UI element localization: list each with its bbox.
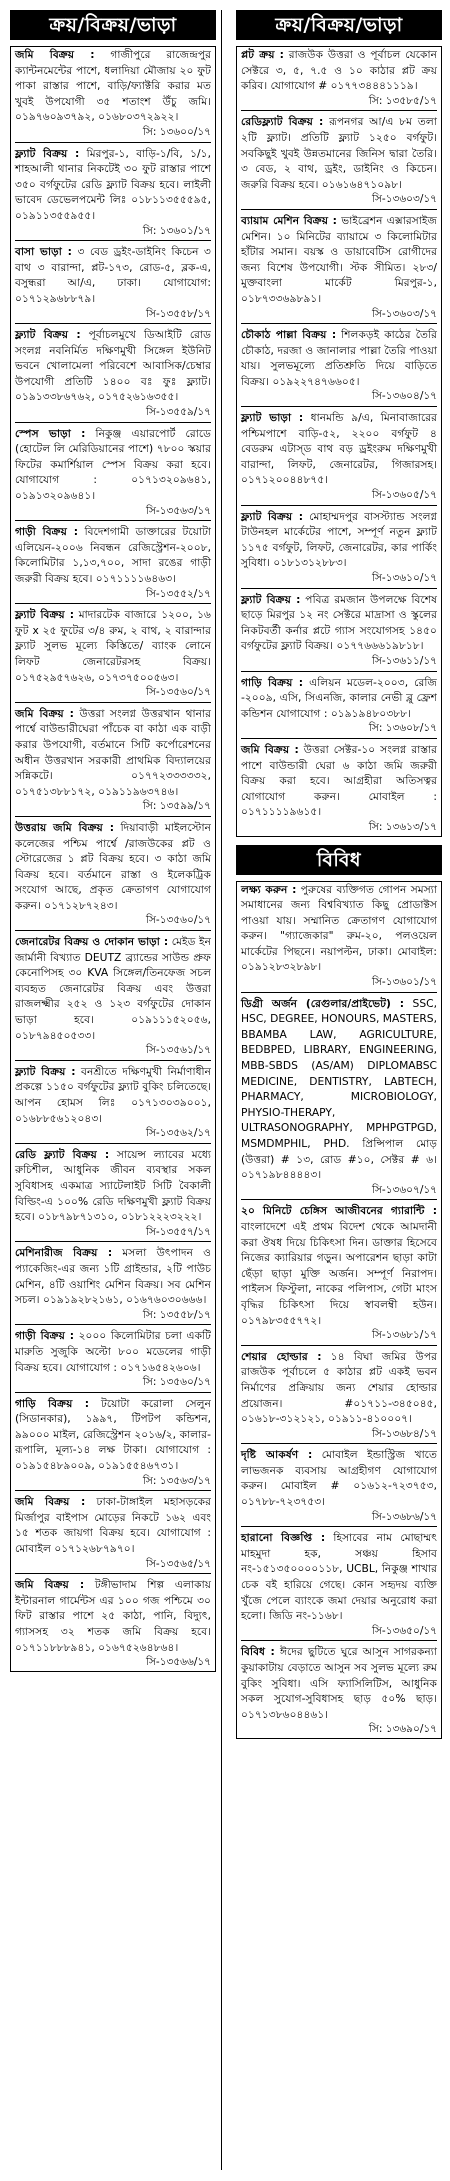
ad-code: সি-১৩৬০৪/১৭ <box>371 390 437 403</box>
ad-title: বাসা ভাড়া : <box>15 245 72 259</box>
ad-separator <box>15 1060 211 1061</box>
ad-title: বিবিধ : <box>241 1645 275 1659</box>
classified-ad <box>15 327 211 421</box>
ad-code: সি-১৩৫৬৬/১৭ <box>145 1656 211 1669</box>
classified-ad <box>15 1577 211 1671</box>
ad-code: সি-১৩৬০৭/১৭ <box>371 1183 437 1196</box>
classified-ad <box>15 1245 211 1323</box>
ad-code: সি-১৩৬৫০/১৭ <box>371 1624 437 1637</box>
ad-body: নিকুঞ্জ এয়ারপোর্ট রোডে (হোটেল লি মেরিডিয়ানের পাশে) ৭৮০০ স্কয়ার ফিটের কমার্শিয়াল স্পেস বিক্রয় করা হবে। যোগাযোগ : ০১৭১৩২০৯৬৪১, ০১৯১৩২০৯৬৪১। <box>15 426 211 503</box>
ad-title: গাড়ী বিক্রয় : <box>15 1329 75 1343</box>
classified-ad <box>15 146 211 240</box>
classified-ad <box>241 114 437 208</box>
ad-title: ফ্ল্যাট বিক্রয় : <box>15 1064 76 1078</box>
ad-code: সি-১৩৬১১/১৭ <box>371 654 437 667</box>
ad-code: সি-১৩৫৬৩/১৭ <box>145 504 211 517</box>
ad-separator <box>241 209 437 210</box>
ad-title: জমি বিক্রয় : <box>15 706 74 720</box>
ad-title: রেডিফ্ল্যাট বিক্রয় : <box>241 115 324 129</box>
classified-ad <box>15 1396 211 1490</box>
classified-ad <box>241 1203 437 1343</box>
ad-title: ফ্ল্যাট বিক্রয় : <box>15 146 80 160</box>
classified-ad <box>241 742 437 836</box>
ad-code: সি-১৩৬৮১/১৭ <box>371 1329 437 1342</box>
classified-ad <box>241 1447 437 1525</box>
classified-ad <box>15 244 211 322</box>
classified-ad <box>15 607 211 701</box>
classified-ad <box>15 1064 211 1142</box>
ad-title: ফ্ল্যাট ভাড়া : <box>241 411 304 425</box>
ad-code: সি-১৩৫৫৮/১৭ <box>146 307 211 320</box>
ad-separator <box>15 240 211 241</box>
ad-body: হিসাবের নাম মোছাম্মৎ মাহমুদা হক, সঞ্চয় হিসাব নং-১৫১৩৫০০০০১১৮, UCBL, নিকুঞ্জ শাখার চেক বই হারিয়ে গেছে। কোন সহৃদয় ব্যক্তি খুঁজে পেলে ব্যাংকে জমা দেয়ার অনুরোধ করা হলো। জিডি নং-১১৬৮। <box>241 1531 437 1623</box>
ad-separator <box>241 588 437 589</box>
ad-separator <box>15 702 211 703</box>
classified-ad <box>15 934 211 1059</box>
ad-body: বাংলাদেশে এই প্রথম বিদেশ থেকে আমদানী করা ঔষধ দিয়ে চিকিৎসা দিন। ডাক্তার হিসেবে নিজের ক্যারিয়ার গড়ুন। অপারেশন ছাড়া কাটা ছেঁড়া ছাড়া মুক্তি অর্জন। সম্পূর্ণ নিরাপদ। পাইলস ফিস্টুলা, নাকের পলিপাস, গেটা মাংস বৃদ্ধির চিকিৎসা দিয়ে স্বাবলম্বী হউন। ০১৭৯৮৩৫৫৭৭২। <box>241 1219 437 1327</box>
ad-body: পুরুষের ব্যক্তিগত গোপন সমস্যা সমাধানের জন্য বিশ্ববিখ্যাত কিছু প্রোডাক্টস পাওয়া যায়। সম্মানিত ক্রেতাগণ যোগাযোগ করুন। "গ্যাজেকার" রুম-২০, পলওয়েল মার্কেটের পিছনে। নয়াপল্টন, ঢাকা। মোবাইল: ০১৯১২৮৩২৮৯৮। <box>241 882 437 974</box>
ad-code: সি-১৩৫৫৯/১৭ <box>146 406 211 419</box>
left-ad-list <box>10 46 216 1672</box>
ad-code: সি-১৩৫৫৭/১৭ <box>145 1225 211 1238</box>
ad-code: সি-১৩৫৬৫/১৭ <box>145 1557 211 1570</box>
classified-ad <box>241 1530 437 1639</box>
ad-code: সি: ১৩৫৫৮/১৭ <box>142 1308 211 1321</box>
ad-separator <box>15 1573 211 1574</box>
ad-body: ধানমন্ডি ৯/এ, মিনাবাজারের পশ্চিমপাশে বাড়ি-৫২, ২২০০ বর্গফুট ৪ বেডরুম এটাস্ড বাথ বড় ড্রইংরুম দক্ষিণমুখী বারান্দা, লিফট, জেনারেটর, গিজারসহ। ০১৭১২০০৪৪৮৭৫। <box>241 411 437 487</box>
ad-title: জমি বিক্রয় : <box>15 48 95 61</box>
ad-title: হারানো বিজ্ঞপ্তি : <box>241 1531 326 1545</box>
classified-ad <box>15 426 211 520</box>
ad-separator <box>241 738 437 739</box>
ad-title: জমি বিক্রয় : <box>15 1495 86 1509</box>
misc-ad-list <box>236 881 442 1739</box>
ad-body: শিলকড়ই কাঠের তৈরি চৌকাঠ, দরজা ও জানালার পাল্লা তৈরি পাওয়া যায়। সুলভমূল্যে প্রতিশ্রুতি দিয়ে বাড়িতে বিক্রয়। ০১৯২২৭৪৭৬৬০৫। <box>241 328 437 388</box>
ad-code: সি-১৩৫৫২/১৭ <box>145 587 211 600</box>
classified-ad <box>15 1147 211 1241</box>
ad-title: ফ্ল্যাট বিক্রয় : <box>241 509 304 523</box>
classified-ad <box>15 1328 211 1390</box>
ad-body: টঙ্গীভাদাম শিল্প এলাকায় ইন্টারনাল গার্মেন্টস এর ১০০ গজ পশ্চিমে ৩০ ফিট রাস্তার পাশে ২৫ কাঠা, পানি, বিদ্যুৎ, গ্যাসসহ ৩২ শতক জমি বিক্রয় হবে। ০১৭১১৮৮৮৯৪১, ০১৬৭৫২৬৪৮৬৪। <box>15 1578 211 1654</box>
ad-code: সি-১৩৫৬০/১৭ <box>145 914 211 927</box>
ad-body: গাজীপুরে রাজেন্দ্রপুর ক্যান্টনমেন্টের পাশে, ধলাদিয়া মৌজায় ২০ ফুট পাকা রাস্তার পাশে, বাড়ি/ফ্যাক্টরি করার মত খুবই উপযোগী ৩৫ শতাংশ উঁচু জমি। ০১৯৭৬০৯৩৭৯২, ০১৬৮০৩৭২৯২২। <box>15 48 211 124</box>
ad-title: ২০ মিনিটে চেঙ্গিস আজীবনের গ্যারান্টি : <box>241 1204 437 1218</box>
ad-separator <box>241 406 437 407</box>
right-column <box>236 10 442 2178</box>
ad-code: সি: ১৩৫৬৩/১৭ <box>142 1474 211 1487</box>
ad-body: বিদেশগামী ডাক্তারের টয়োটা এলিয়েন-২০০৬ নিবন্ধন রেজিস্ট্রেশন-২০০৮, কিলোমিটার ১,১৩,৭০০, সাদা রঙের গাড়ী জরুরী বিক্রয় হবে। ০১৭১১১১৬৪৬৩। <box>15 525 211 585</box>
ad-body: টয়োটা করোলা সেলুন (সিডানকার), ১৯৯৭, টিপটপ কন্ডিশন, ৯৯০০০ মাইল, রেজিস্ট্রেশন ২০১৬/২, কালার-রূপালি, মূল্য-১৪ লক্ষ টাকা। যোগাযোগ : ০১৯১৫৪৮৯০০৯, ০১৯১৫৫৪৬৭৩১। <box>15 1396 211 1473</box>
ad-code: সি-১৩৬০৫/১৭ <box>371 489 437 502</box>
ad-body: মোবাইল ইন্ডাস্ট্রিজ খাতে লাভজনক ব্যবসায় আগ্রহীগণ যোগাযোগ করুন। মোবাইল # ০১৬১২-৭২৩৭৫৩, ০১৭৮৮-৭২৩৭৫৩। <box>241 1448 437 1509</box>
ad-title: গাড়ি বিক্রয় : <box>241 675 304 689</box>
ad-body: রাজউক উত্তরা ও পূর্বাচল যেকোন সেক্টরে ৩, ৫, ৭.৫ ও ১০ কাঠার প্লট ক্রয় করিব। যোগাযোগ # ০১৭৭৩৪৪৪১১১৯। <box>241 48 437 93</box>
ad-body: উত্তরা সংলগ্ন উত্তরখান থানার পার্শ্বে বাউন্ডারীঘেরা পাঁচেক বা কাঠা এক বাড়ী করার উপযোগী, বর্তমানে সিটি কর্পোরেশনের অধীন উত্তরখান সরকারী প্রাথমিক বিদ্যালয়ের সন্নিকটে। ০১৭৭২৩৩৩৩৩২, ০১৭৫১৩৮৮১৭২, ০১৯১১৯৬৩৭৪৬। <box>15 706 211 798</box>
ad-title: ফ্ল্যাট বিক্রয় : <box>15 608 74 622</box>
classified-ad <box>241 213 437 322</box>
ad-title: জেনারেটর বিক্রয় ও দোকান ভাড়া : <box>15 935 169 949</box>
ad-code: সি: ১৩৬০১/১৭ <box>142 224 211 237</box>
ad-separator <box>15 1392 211 1393</box>
ad-body: ঢাকা-টাঙ্গাইল মহাসড়কের মির্জাপুর বাইপাস মোড়ের নিকটে ১৬২ এবং ১৫ শতক জায়গা বিক্রয় হবে। যোগাযোগ : মোবাইল ০১৭১২৬৮৭৯৭০। <box>15 1495 211 1556</box>
column-divider <box>221 10 222 2170</box>
ad-body: এলিয়ন মডেল-২০০৩, রেজি -২০০৯, এসি, সিএনজি, কালার নেভী ব্লু ফ্রেশ কন্ডিশন যোগাযোগ : ০১৯১৯৪৮০৩৮৮। <box>241 675 437 720</box>
classified-ad <box>241 410 437 504</box>
ad-title: জমি বিক্রয় : <box>15 1578 85 1592</box>
classified-ad <box>241 327 437 405</box>
ad-separator <box>15 142 211 143</box>
ad-body: বনশ্রীতে দক্ষিণমুখী নির্মাণাধীন প্রকল্পে ১১৫০ বর্গফুটের ফ্ল্যাট বুকিং চলিতেছে। আপন হোমস লিঃ ০১৭১৩০৩৯০০১, ০১৬৮৮৫৬১২০৪৩। <box>15 1064 211 1125</box>
ad-body: মসলা উৎপাদন ও প্যাকেজিং-এর জন্য ১টি গ্রাইন্ডার, ২টি পাউচ মেশিন, ৪টি ওয়াশিং মেশিন বিক্রয়। সব মেশিন সচল। ০১৯১৯২৮২১৬১, ০১৬৭৬০৩০৬৬৬। <box>15 1246 211 1307</box>
ad-code: সি-১৩৬৮৬/১৭ <box>371 1510 437 1523</box>
ad-body: ঈদের ছুটিতে ঘুরে আসুন সাগরকন্যা কুয়াকাটায় বেড়াতে আসুন সব সুলভ মূল্যে রুম বুকিং সুবিধা। এসি ফ্যাসিলিটিস, আধুনিক সকল সুযোগ-সুবিধাসহ ছাড় ৫০% ছাড়। ০১৭১৩৮৬০৪৪৬১। <box>241 1645 437 1721</box>
ad-separator <box>15 1324 211 1325</box>
ad-body: মাদারটেক বাজারে ১২০০, ১৬ ফুট x ২৫ ফুটের ৩/৪ রুম, ২ বাথ, ২ বারান্দার ফ্ল্যাট সুলভ মূল্যে কিস্তিতে/ ব্যাংক লোনে লিফট জেনারেটরসহ বিক্রয়। ০১৭৫২৯৫৭৬২৬, ০১৭৩৭৫০০৫৬৩। <box>15 608 211 684</box>
ad-separator <box>241 1443 437 1444</box>
ad-code: সি: ১৩৫৯৯/১৭ <box>142 800 211 813</box>
ad-separator <box>241 505 437 506</box>
left-section-header: ক্রয়/বিক্রয়/ভাড়া <box>10 10 216 40</box>
ad-code: সি-১৩৬৮৪/১৭ <box>371 1427 437 1440</box>
classified-ad <box>241 592 437 670</box>
ad-separator <box>15 1490 211 1491</box>
ad-body: সায়েন্স ল্যাবের মধ্যে রুচিশীল, আধুনিক জীবন ব্যবস্থার সকল সুবিধাসহ একমাত্র স্যাটেলাইট সিটি বৈকালী বিল্ডিং-এ ১০০% রেডি দক্ষিণমুখী ফ্ল্যাট বিক্রয় হবে। ০১৮৭৯৮৭১৩১০, ০১৮১২২২৩২২২। <box>15 1147 212 1224</box>
classified-ad <box>241 1644 437 1738</box>
ad-body: SSC, HSC, DEGREE, HONOURS, MASTERS, BBAMBA LAW, AGRICULTURE, BEDBPED, LIBRARY, ENGINEERING, MBB-SBDS (AS/AM) DIPLOMABSC MEDICINE, DENTISTRY, LABTECH, PHARMACY, MICROBIOLOGY, PHYSIO-THERAPY, ULTRASONOGRAPHY, MPHPGTPGD, MSMDMPHIL, PHD. প্রিন্সিপাল মোড় (উত্তরা) # ১৩, রোড #১০, সেক্টর # ৬। ০১৭১৯৮৪৪৪৪৩। <box>241 996 437 1182</box>
ad-body: ভাইব্রেশন এক্সারসাইজ মেশিন। ১০ মিনিটের ব্যায়ামে ৩ কিলোমিটার হাঁটার সমান। বয়স্ক ও ডায়াবেটিস রোগীদের জন্য বিশেষ উপযোগী। স্টক সীমিত। ২৮৩/ মুক্তবাংলা মার্কেট মিরপুর-১, ০১৮৭৩৩৬৯৮৯১। <box>241 213 437 305</box>
ad-code: সি-১৩৬০১/১৭ <box>371 976 437 989</box>
ad-body: ১৪ বিঘা জমির উপর রাজউক পূর্বাচলে ৫ কাঠার প্লট একই ভবন নির্মাণের প্রক্রিয়ায় জন্য শেয়ার হোল্ডার প্রয়োজন। #০১৭১১-৩৪৫০৪৫, ০১৬১৮-৩১২১২১, ০১৯১১-৪১০০০৭। <box>241 1349 437 1426</box>
ad-separator <box>15 603 211 604</box>
ad-body: ২০০০ কিলোমিটার চলা একটি মারুতি সুজুকি অল্টো ৮০০ মডেলের গাড়ী বিক্রয় হবে। যোগাযোগ : ০১৭১৬৫৪২৬০৬। <box>15 1329 211 1374</box>
ad-code: সি: ১৩৬০০/১৭ <box>142 125 211 138</box>
misc-section-header: বিবিধ <box>236 845 442 875</box>
ad-title: গাড়ি বিক্রয় : <box>15 1396 89 1410</box>
classified-ad <box>241 675 437 737</box>
ad-separator <box>15 422 211 423</box>
classified-ad <box>15 524 211 602</box>
ad-code: সি: ১৩৬১৩/১৭ <box>368 820 437 833</box>
ad-code: সি-১৩৫৬০/১৭ <box>145 686 211 699</box>
ad-title: শেয়ার হোল্ডার : <box>241 1349 322 1363</box>
ad-separator <box>241 1526 437 1527</box>
left-column <box>10 10 216 2178</box>
ad-title: ব্যায়াম মেশিন বিক্রয় : <box>241 213 337 227</box>
classified-ad <box>241 996 437 1199</box>
ad-body: মোহাম্মদপুর বাসস্ট্যান্ড সংলগ্ন টাউনহল মার্কেটের পাশে, সম্পূর্ণ নতুন ফ্ল্যাট ১১৭৫ বর্গফুট, লিফট, জেনারেটর, কার পার্কিং সুবিধা। ০১৮১৩১২৮৮৩। <box>241 509 437 570</box>
ad-title: লক্ষ্য করুন : <box>241 882 297 896</box>
ad-code: সি-১৩৫৬১/১৭ <box>145 1044 211 1057</box>
classified-ad <box>241 509 437 587</box>
ad-separator <box>241 1640 437 1641</box>
ad-separator <box>15 930 211 931</box>
ad-title: স্পেস ভাড়া : <box>15 426 86 440</box>
classified-ad <box>15 706 211 815</box>
classified-ad <box>241 47 437 109</box>
ad-title: চৌকাঠ পাল্লা বিক্রয় : <box>241 328 337 342</box>
ad-body: ৩ বেড ড্রইং-ডাইনিং কিচেন ৩ বাথ ৩ বারান্দা, প্লট-১৭৩, রোড-৫, ব্লক-এ, বসুন্ধরা আ/এ, ঢাকা। যোগাযোগ: ০১৭১২৯৬৮৮৭৯। <box>15 245 211 305</box>
right-section-header: ক্রয়/বিক্রয়/ভাড়া <box>236 10 442 40</box>
classified-ad <box>241 882 437 991</box>
ad-body: পবিত্র রমজান উপলক্ষে বিশেষ ছাড়ে মিরপুর ১২ নং সেক্টরে মাদ্রাসা ও স্কুলের নিকটবর্তী কর্নার প্লটে গ্যাস সংযোগসহ ১৪৫০ বর্গফুটের ফ্ল্যাট বিক্রয়। ০১৭৭৬৬৬১৯৮১৮। <box>241 592 437 653</box>
ad-separator <box>15 1143 211 1144</box>
ad-separator <box>241 110 437 111</box>
ad-code: সি-১৩৬০৩/১৭ <box>371 193 437 206</box>
ad-title: জমি বিক্রয় : <box>241 742 299 756</box>
ad-separator <box>15 816 211 817</box>
ad-body: মেইড ইন জার্মানী বিখ্যাত DEUTZ ব্র্যান্ডের সাউন্ড প্রুফ কেনোপিসহ ৩০ KVA সিঙ্গেল/তিনফেজ সচল ব্যবহৃত জেনারেটর বিক্রয় এবং উত্তরা রাজলক্ষ্মীর ২৫২ ও ১২৩ বর্গফুটের দোকান ভাড়া হবে। ০১৯১১১৫২০৫৬, ০১৮৭৯৪৫০৫৩৩। <box>15 935 211 1042</box>
classified-ad <box>15 1494 211 1572</box>
ad-body: রূপনগর আ/এ ৮ম তলা ২টি ফ্ল্যাট। প্রতিটি ফ্ল্যাট ১২৫০ বর্গফুট। সবকিছুই খুবই উন্নতমানের জিনিস দ্বারা তৈরি। ৩ বেড, ২ বাথ, ড্রইং, ডাইনিং ও কিচেন। জরুরি বিক্রয় হবে। ০১৬১৬৪৭১০৯৮। <box>241 115 437 191</box>
ad-title: রেডি ফ্ল্যাট বিক্রয় : <box>15 1147 110 1161</box>
ad-code: সি: ১৩৫৬০/১৭ <box>142 1376 211 1389</box>
ad-separator <box>15 520 211 521</box>
ad-code: সি-১৩৬০৩/১৭ <box>371 307 437 320</box>
ad-separator <box>241 1345 437 1346</box>
ad-separator <box>15 323 211 324</box>
ad-separator <box>241 992 437 993</box>
ad-separator <box>241 1199 437 1200</box>
ad-title: ডিগ্রী অর্জন (রেগুলার/প্রাইভেট) : <box>241 996 405 1010</box>
ad-code: সি-১৩৫৬২/১৭ <box>145 1127 211 1140</box>
ad-body: পূর্বাচলমুখে ডিআইটি রোড সংলগ্ন নবনির্মিত দক্ষিণমুখী সিঙ্গেল ইউনিট ভবনে খোলামেলা পরিবেশে আবাসিক/চেম্বার উপযোগী প্রতিটি ১৪০০ বঃ ফুঃ ফ্ল্যাট। ০১৯১৩৩৮৬৭৬২, ০১৭৫২৬১৬৩৫৫। <box>15 328 211 404</box>
ad-title: ফ্ল্যাট বিক্রয় : <box>241 592 301 606</box>
ad-title: প্লট ক্রয় : <box>241 48 284 61</box>
right-ad-list <box>236 46 442 837</box>
ad-title: মেশিনারীজ বিক্রয় : <box>15 1246 113 1260</box>
ad-title: গাড়ী বিক্রয় : <box>15 525 79 539</box>
ad-code: সি: ১৩৫৮৫/১৭ <box>368 94 437 107</box>
ad-title: ফ্ল্যাট বিক্রয় : <box>15 328 81 342</box>
classified-ad <box>15 47 211 141</box>
ad-body: দিয়াবাড়ী মাইলস্টোন কলেজের পশ্চিম পার্শ্বে /রাজউকের প্লট ও স্টোরেজের ১ প্লট বিক্রয় হবে। ৩ কাঠা জমি বিক্রয় হবে। বর্তমানে রাস্তা ও ইলেকট্রিক সংযোগ আছে, প্রকৃত ক্রেতাগণ যোগাযোগ করুন। ০১৭১২৮৭২৪৩। <box>15 820 211 912</box>
ad-separator <box>241 323 437 324</box>
ad-separator <box>241 671 437 672</box>
ad-body: উত্তরা সেক্টর-১০ সংলগ্ন রাস্তার পাশে বাউন্ডারী ঘেরা ৬ কাঠা জমি জরুরী বিক্রয় করা হবে। আগ্রহীরা অতিসত্বর যোগাযোগ করুন। মোবাইল : ০১৭১১১১৯৬১৫। <box>241 742 437 819</box>
ad-title: দৃষ্টি আকর্ষণ : <box>241 1448 313 1462</box>
ad-code: সি-১৩৬১০/১৭ <box>371 572 437 584</box>
ad-separator <box>15 1241 211 1242</box>
ad-body: মিরপুর-১, বাড়ি-১/বি, ১/১, শাহআলী থানার নিকটেই ৩০ ফুট রাস্তার পাশে ৩৫০ বর্গফুটের রেডি ফ্ল্যাট বিক্রয় হবে। লাইলী ভাবেদ ডেভেলপমেন্ট লিঃ ০১৮১১৩৫৫৫৯৫, ০১৯১১৩৫৫৯৫৫। <box>15 146 211 222</box>
classified-ad <box>15 820 211 929</box>
ad-code: সি: ১৩৬৯০/১৭ <box>368 1723 437 1736</box>
classified-ad <box>241 1349 437 1443</box>
ad-title: উত্তরায় জমি বিক্রয় : <box>15 820 114 834</box>
ad-code: সি: ১৩৬০৮/১৭ <box>368 722 437 735</box>
